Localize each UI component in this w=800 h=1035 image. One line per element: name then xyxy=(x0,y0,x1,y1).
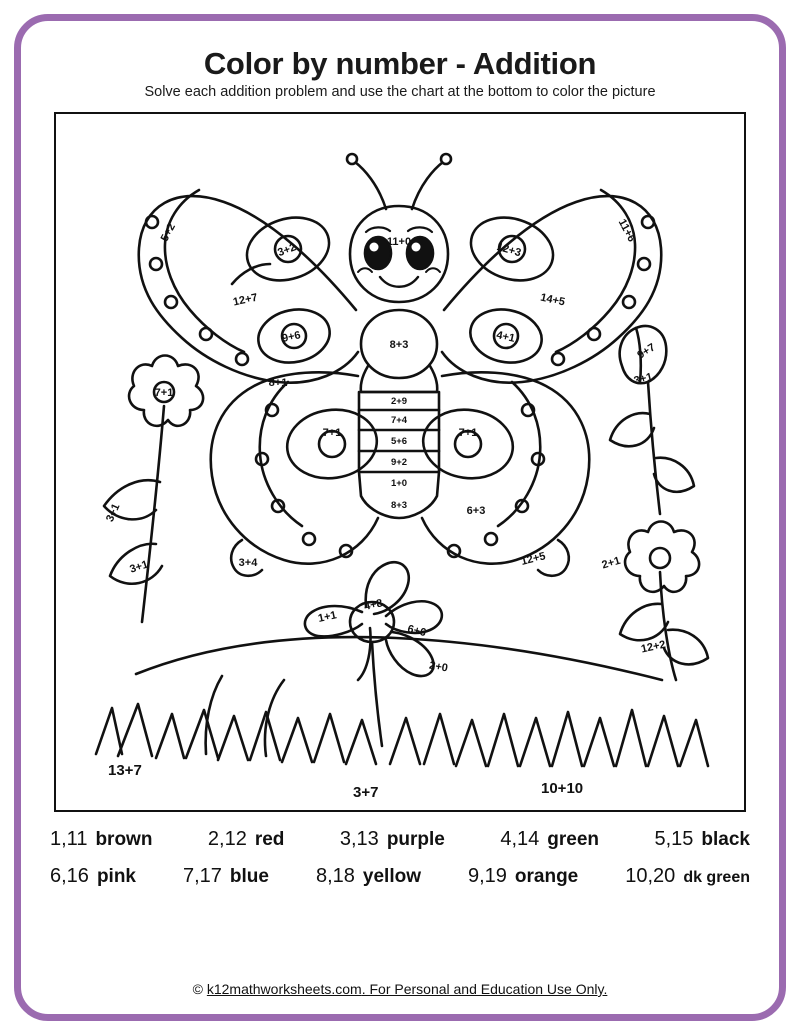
number-cell: 3+1 xyxy=(103,501,123,524)
number-cell: 2+9 xyxy=(390,396,408,407)
number-cell: 5+6 xyxy=(390,436,408,447)
page-subtitle: Solve each addition problem and use the chart at the bottom to color the picture xyxy=(144,84,656,100)
number-cell: 12+5 xyxy=(519,550,547,568)
number-cell: 8+3 xyxy=(389,339,409,351)
number-cell: 11+0 xyxy=(386,236,412,248)
legend-numbers: 4,14 xyxy=(500,828,540,850)
legend-color-name: blue xyxy=(229,866,269,887)
page-title: Color by number - Addition xyxy=(203,46,597,81)
legend-numbers: 1,11 xyxy=(50,828,88,850)
number-cell: 1+1 xyxy=(316,609,338,625)
color-key xyxy=(50,828,750,902)
butterfly-line-art xyxy=(56,114,744,810)
legend-item xyxy=(316,865,421,888)
legend-color-name: pink xyxy=(96,866,136,887)
legend-numbers: 7,17 xyxy=(182,865,222,887)
legend-color-name: purple xyxy=(386,829,445,850)
legend-item xyxy=(654,828,750,851)
number-cell: 3+1 xyxy=(128,558,150,576)
number-cell: 12+2 xyxy=(640,638,667,656)
legend-color-name: black xyxy=(701,829,750,850)
number-cell: 8+3 xyxy=(390,500,408,511)
corner-problem-3: 10+10 xyxy=(541,780,584,797)
number-cell: 6+3 xyxy=(466,505,486,517)
number-cell: 4+1 xyxy=(495,329,517,345)
corner-problem-1: 13+7 xyxy=(108,762,142,779)
number-cell: 9+7 xyxy=(635,341,658,362)
number-cell: 3+4 xyxy=(238,557,258,569)
legend-item xyxy=(340,828,445,851)
number-cell: 1+0 xyxy=(390,478,408,489)
legend-item xyxy=(500,828,599,851)
number-cell: 14+5 xyxy=(539,291,566,309)
number-cell: 4+8 xyxy=(362,597,384,613)
number-cell: 5+2 xyxy=(158,221,179,244)
number-cell: 12+7 xyxy=(232,291,259,309)
legend-numbers: 3,13 xyxy=(339,828,379,850)
legend-item xyxy=(183,865,269,888)
number-cell: 3+2 xyxy=(276,241,298,260)
legend-color-name: red xyxy=(254,829,285,850)
color-key-row-2 xyxy=(50,865,750,888)
number-cell: 6+6 xyxy=(406,623,428,640)
number-cell: 9+2 xyxy=(390,457,408,468)
color-key-row-1 xyxy=(50,828,750,851)
number-cell: 3+1 xyxy=(632,371,654,388)
number-cell: 2+1 xyxy=(600,554,622,572)
number-cell: 2+0 xyxy=(428,659,449,675)
number-cell: 7+1 xyxy=(458,427,478,439)
coloring-picture xyxy=(54,112,746,812)
legend-color-name: dk green xyxy=(683,869,750,886)
number-cell: 12+3 xyxy=(495,240,523,260)
legend-numbers: 2,12 xyxy=(207,828,247,850)
number-cell: 9+6 xyxy=(280,329,302,345)
legend-numbers: 5,15 xyxy=(654,828,694,850)
legend-color-name: green xyxy=(547,829,600,850)
legend-color-name: brown xyxy=(95,829,153,850)
number-cell: 11+6 xyxy=(615,217,638,245)
legend-color-name: orange xyxy=(514,866,579,887)
legend-numbers: 9,19 xyxy=(467,865,507,887)
legend-item xyxy=(468,865,578,888)
corner-problem-2: 3+7 xyxy=(353,784,379,801)
legend-numbers: 10,20 xyxy=(625,865,676,887)
footer-website-link[interactable]: k12mathworksheets.com xyxy=(206,981,362,997)
legend-item xyxy=(50,828,152,851)
number-cell: 7+1 xyxy=(154,387,174,399)
number-cell: 8+1 xyxy=(268,377,288,389)
legend-numbers: 8,18 xyxy=(315,865,355,887)
footer-prefix: © xyxy=(192,981,207,997)
number-cell: 7+1 xyxy=(322,427,342,439)
legend-item xyxy=(625,865,750,888)
footer-credit xyxy=(193,981,608,997)
legend-item xyxy=(50,865,136,888)
number-cell: 7+4 xyxy=(390,415,408,426)
legend-color-name: yellow xyxy=(362,866,421,887)
legend-item xyxy=(208,828,285,851)
footer-suffix: . For Personal and Education Use Only. xyxy=(361,981,608,997)
legend-numbers: 6,16 xyxy=(50,865,89,887)
